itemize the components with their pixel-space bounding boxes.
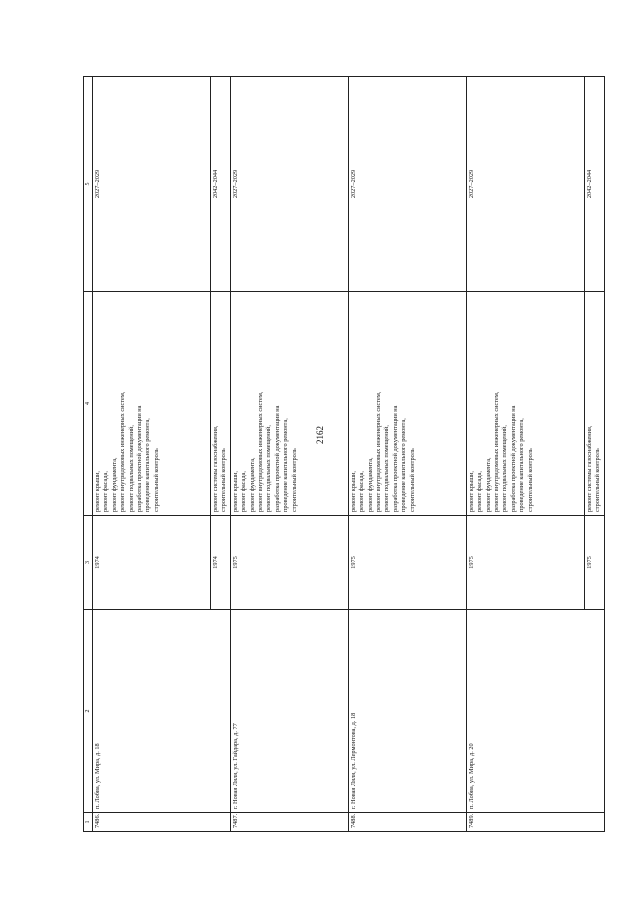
- column-number-row: [84, 77, 93, 832]
- construction-year-cell: 1974: [93, 516, 211, 610]
- row-number-cell: 7488.: [348, 813, 466, 832]
- repair-period-cell: 2027–2029: [348, 77, 466, 292]
- row-number-cell: 7487.: [230, 813, 348, 832]
- repair-period-cell: 2027–2029: [93, 77, 211, 292]
- work-item: разработка проектной документации на: [509, 405, 517, 512]
- address-cell: г. Новая Ляля, ул. Гайдара, д. 77: [230, 610, 348, 813]
- work-item: строительный контроль: [408, 448, 416, 512]
- work-item: ремонт фундамента,: [366, 457, 374, 512]
- work-item: ремонт крыши,: [349, 470, 357, 512]
- column-header: 4: [84, 292, 93, 516]
- work-item: строительный контроль: [152, 448, 160, 512]
- work-item: ремонт крыши,: [231, 470, 239, 512]
- work-item: ремонт системы газоснабжения,: [212, 425, 219, 512]
- work-item: ремонт фундамента,: [110, 457, 118, 512]
- rotated-table-container: [83, 77, 602, 832]
- work-item: проведение капитального ремонта,: [400, 418, 408, 512]
- row-number-cell: 7489.: [466, 813, 604, 832]
- work-item: строительный контроль: [220, 448, 228, 512]
- work-item: проведение капитального ремонта,: [518, 418, 526, 512]
- table-row: [230, 77, 348, 832]
- work-item: ремонт подвальных помещений,: [501, 425, 509, 512]
- work-item: строительный контроль: [594, 448, 602, 512]
- address-cell: г. Новая Ляля, ул. Лермонтова, д. 18: [348, 610, 466, 813]
- work-item: ремонт внутридомовых инженерных систем,: [493, 391, 501, 512]
- works-cell: [93, 292, 211, 516]
- construction-year-cell: 1975: [466, 516, 584, 610]
- work-item: ремонт подвальных помещений,: [265, 425, 273, 512]
- row-number-cell: 7486.: [93, 813, 231, 832]
- work-item: ремонт фасада,: [240, 471, 248, 512]
- page-number: 2162: [315, 426, 325, 444]
- work-item: ремонт крыши,: [467, 470, 475, 512]
- work-item: строительный контроль: [290, 448, 298, 512]
- repair-period-cell: 2027–2029: [466, 77, 584, 292]
- works-cell: [211, 292, 231, 516]
- works-cell: [230, 292, 348, 516]
- work-item: разработка проектной документации на: [391, 405, 399, 512]
- construction-year-cell: 1974: [211, 516, 231, 610]
- construction-year-cell: 1975: [230, 516, 348, 610]
- repair-period-cell: 2027–2029: [230, 77, 348, 292]
- work-item: ремонт фасада,: [102, 471, 110, 512]
- work-item: ремонт внутридомовых инженерных систем,: [119, 391, 127, 512]
- repair-schedule-table: [83, 76, 605, 832]
- table-row: [93, 77, 211, 832]
- works-cell: [348, 292, 466, 516]
- work-item: разработка проектной документации на: [273, 405, 281, 512]
- work-item: ремонт фасада,: [358, 471, 366, 512]
- column-header: 3: [84, 516, 93, 610]
- construction-year-cell: 1975: [348, 516, 466, 610]
- address-cell: п. Лобва, ул. Мира, д. 20: [466, 610, 604, 813]
- work-item: разработка проектной документации на: [136, 405, 144, 512]
- works-cell: [466, 292, 584, 516]
- table-body: [93, 77, 605, 832]
- repair-period-cell: 2042–2044: [584, 77, 604, 292]
- works-cell: [584, 292, 604, 516]
- work-item: ремонт фасада,: [476, 471, 484, 512]
- table-row: [348, 77, 466, 832]
- work-item: ремонт фундамента,: [484, 457, 492, 512]
- work-item: проведение капитального ремонта,: [144, 418, 152, 512]
- repair-period-cell: 2042–2044: [211, 77, 231, 292]
- work-item: ремонт подвальных помещений,: [383, 425, 391, 512]
- work-item: ремонт крыши,: [94, 470, 101, 512]
- work-item: строительный контроль: [526, 448, 534, 512]
- column-header: 1: [84, 813, 93, 832]
- work-item: ремонт внутридомовых инженерных систем,: [257, 391, 265, 512]
- construction-year-cell: 1975: [584, 516, 604, 610]
- work-item: ремонт подвальных помещений,: [127, 425, 135, 512]
- column-header: 5: [84, 77, 93, 292]
- column-header: 2: [84, 610, 93, 813]
- table-row: [466, 77, 584, 832]
- work-item: ремонт внутридомовых инженерных систем,: [375, 391, 383, 512]
- work-item: проведение капитального ремонта,: [282, 418, 290, 512]
- work-item: ремонт фундамента,: [248, 457, 256, 512]
- address-cell: п. Лобва, ул. Мира, д. 18: [93, 610, 231, 813]
- work-item: ремонт системы газоснабжения,: [585, 425, 593, 512]
